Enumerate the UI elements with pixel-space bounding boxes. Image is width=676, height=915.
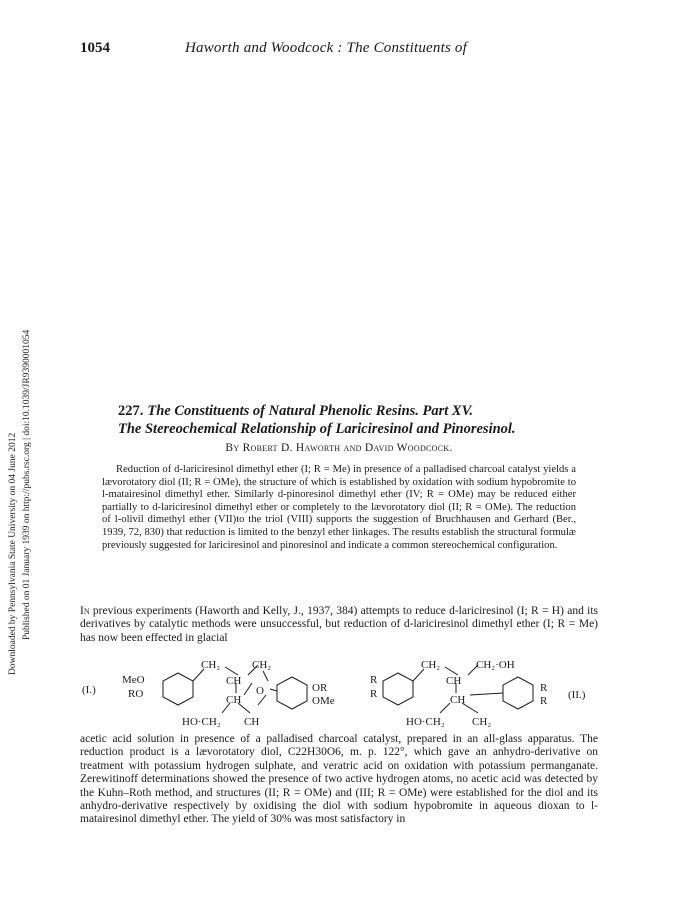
formula-ii-r1: R: [370, 674, 378, 686]
formula-i-ch-a: CH: [226, 675, 242, 687]
formula-i-bond-8: [263, 671, 268, 681]
continued-paragraph: [80, 733, 598, 827]
formula-ii-ch2oh: CH₂·OH: [476, 659, 515, 671]
formula-i-hoch2: HO·CH₂: [182, 716, 221, 728]
formulae-svg: [80, 653, 598, 733]
formula-ii-ch-b: CH: [450, 694, 466, 706]
formula-ii-bond-7: [470, 693, 503, 695]
formula-ii-ch2-a: CH₂: [421, 659, 441, 671]
formula-i-ch-b: CH: [226, 694, 242, 706]
structural-formulae: [80, 653, 598, 733]
formula-ii-bond-5: [440, 703, 450, 713]
formula-ii-r3: R: [540, 682, 548, 694]
abstract: [102, 464, 576, 552]
formula-i-meo: MeO: [122, 674, 145, 686]
formula-ii-label: (II.): [568, 689, 586, 701]
article-title: [118, 402, 598, 438]
formula-i-or: OR: [312, 682, 328, 694]
formula-ii-r2: R: [370, 688, 378, 700]
published-note: Published on 01 January 1939 on http://pubs.rsc.org | doi:10.1039/JR9390001054: [22, 329, 32, 640]
running-title: Haworth and Woodcock : The Constituents of: [185, 40, 468, 56]
formula-ii-ring-right: [503, 677, 533, 709]
article-title-line-1: The Constituents of Natural Phenolic Resins. Part XV.: [147, 403, 474, 419]
continued-text: acetic acid solution in presence of a palladised charcoal catalyst, prepared in an all-glass apparatus. The reduction product is a lævorotatory diol, C22H30O6, m. p. 122°, which gave an anhydro-derivative on treatment with potassium hydrogen sulphate, and veratric acid on oxidation with potassium permanganate. Zerewitinoff determinations showed the presence of two active hydrogen atoms, no acetic acid was detected by the Kuhn–Roth method, and structures (II; R = OMe) and (III; R = OMe) were established for the diol and its anhydro-derivative respectively by oxidising the diol with sodium hypobromite in aqueous dioxan to l-matairesinol dimethyl ether. The yield of 30% was most satisfactory in: [80, 733, 598, 826]
formula-ii-r4: R: [540, 695, 548, 707]
formula-i-bond-2: [225, 667, 238, 675]
formula-i-ro: RO: [128, 688, 144, 700]
page-number: 1054: [80, 40, 110, 56]
intro-lead: In: [80, 605, 90, 617]
formula-i-label: (I.): [82, 684, 96, 696]
article-header: [80, 402, 598, 552]
downloaded-note: Downloaded by Pennsylvania State University on 04 June 2012: [8, 432, 18, 675]
article-title-line-2: The Stereochemical Relationship of Lariciresinol and Pinoresinol.: [118, 421, 516, 437]
formula-i-o: O: [256, 685, 264, 697]
formula-ii-ch2-b: CH₂: [472, 716, 492, 728]
byline: By Robert D. Haworth and David Woodcock.: [225, 442, 453, 454]
running-head: [80, 40, 596, 62]
formula-ii-ch-a: CH: [446, 675, 462, 687]
intro-paragraph: [80, 605, 598, 645]
formula-i-ome: OMe: [312, 695, 335, 707]
formula-i-bond-5: [244, 683, 252, 695]
formula-i-ch2-b: CH₂: [252, 659, 272, 671]
intro-text: previous experiments (Haworth and Kelly, J., 1937, 384) attempts to reduce d-lariciresinol (I; R = H) and its derivatives by catalytic methods were unsuccessful, but reduction of d-lariciresinol dimethyl ether (I; R = Me) has now been effected in glacial: [80, 605, 598, 644]
formula-ii-hoch2: HO·CH₂: [406, 716, 445, 728]
formula-i-ring-right: [277, 677, 307, 709]
formula-i-ch2-a: CH₂: [201, 659, 221, 671]
formula-i-ch-c: CH: [244, 716, 260, 728]
article-number: 227.: [118, 403, 144, 419]
formula-i-ring-left: [163, 673, 193, 705]
abstract-paragraph: Reduction of d-lariciresinol dimethyl ether (I; R = Me) in presence of a palladised charcoal catalyst yields a lævorotatory diol (II; R = OMe), the structure of which is established by oxidation with sodium hypobromite to l-matairesinol dimethyl ether. Similarly d-pinoresinol dimethyl ether (IV; R = OMe) may be reduced either partially to d-lariciresinol dimethyl ether or completely to the lævorotatory diol (II; R = OMe). The reduction of l-olivil dimethyl ether (VII)to the triol (VIII) supports the suggestion of Bruchhausen and Gerhard (Ber., 1939, 72, 830) that reduction is limited to the benzyl ether linkages. The results establish the structural formulæ previously suggested for lariciresinol and pinoresinol and indicate a common stereochemical configuration.: [102, 464, 576, 551]
formula-ii-bond-2: [445, 667, 458, 675]
formula-i-bond-10: [270, 689, 277, 691]
formula-ii-ring-left: [383, 673, 413, 705]
